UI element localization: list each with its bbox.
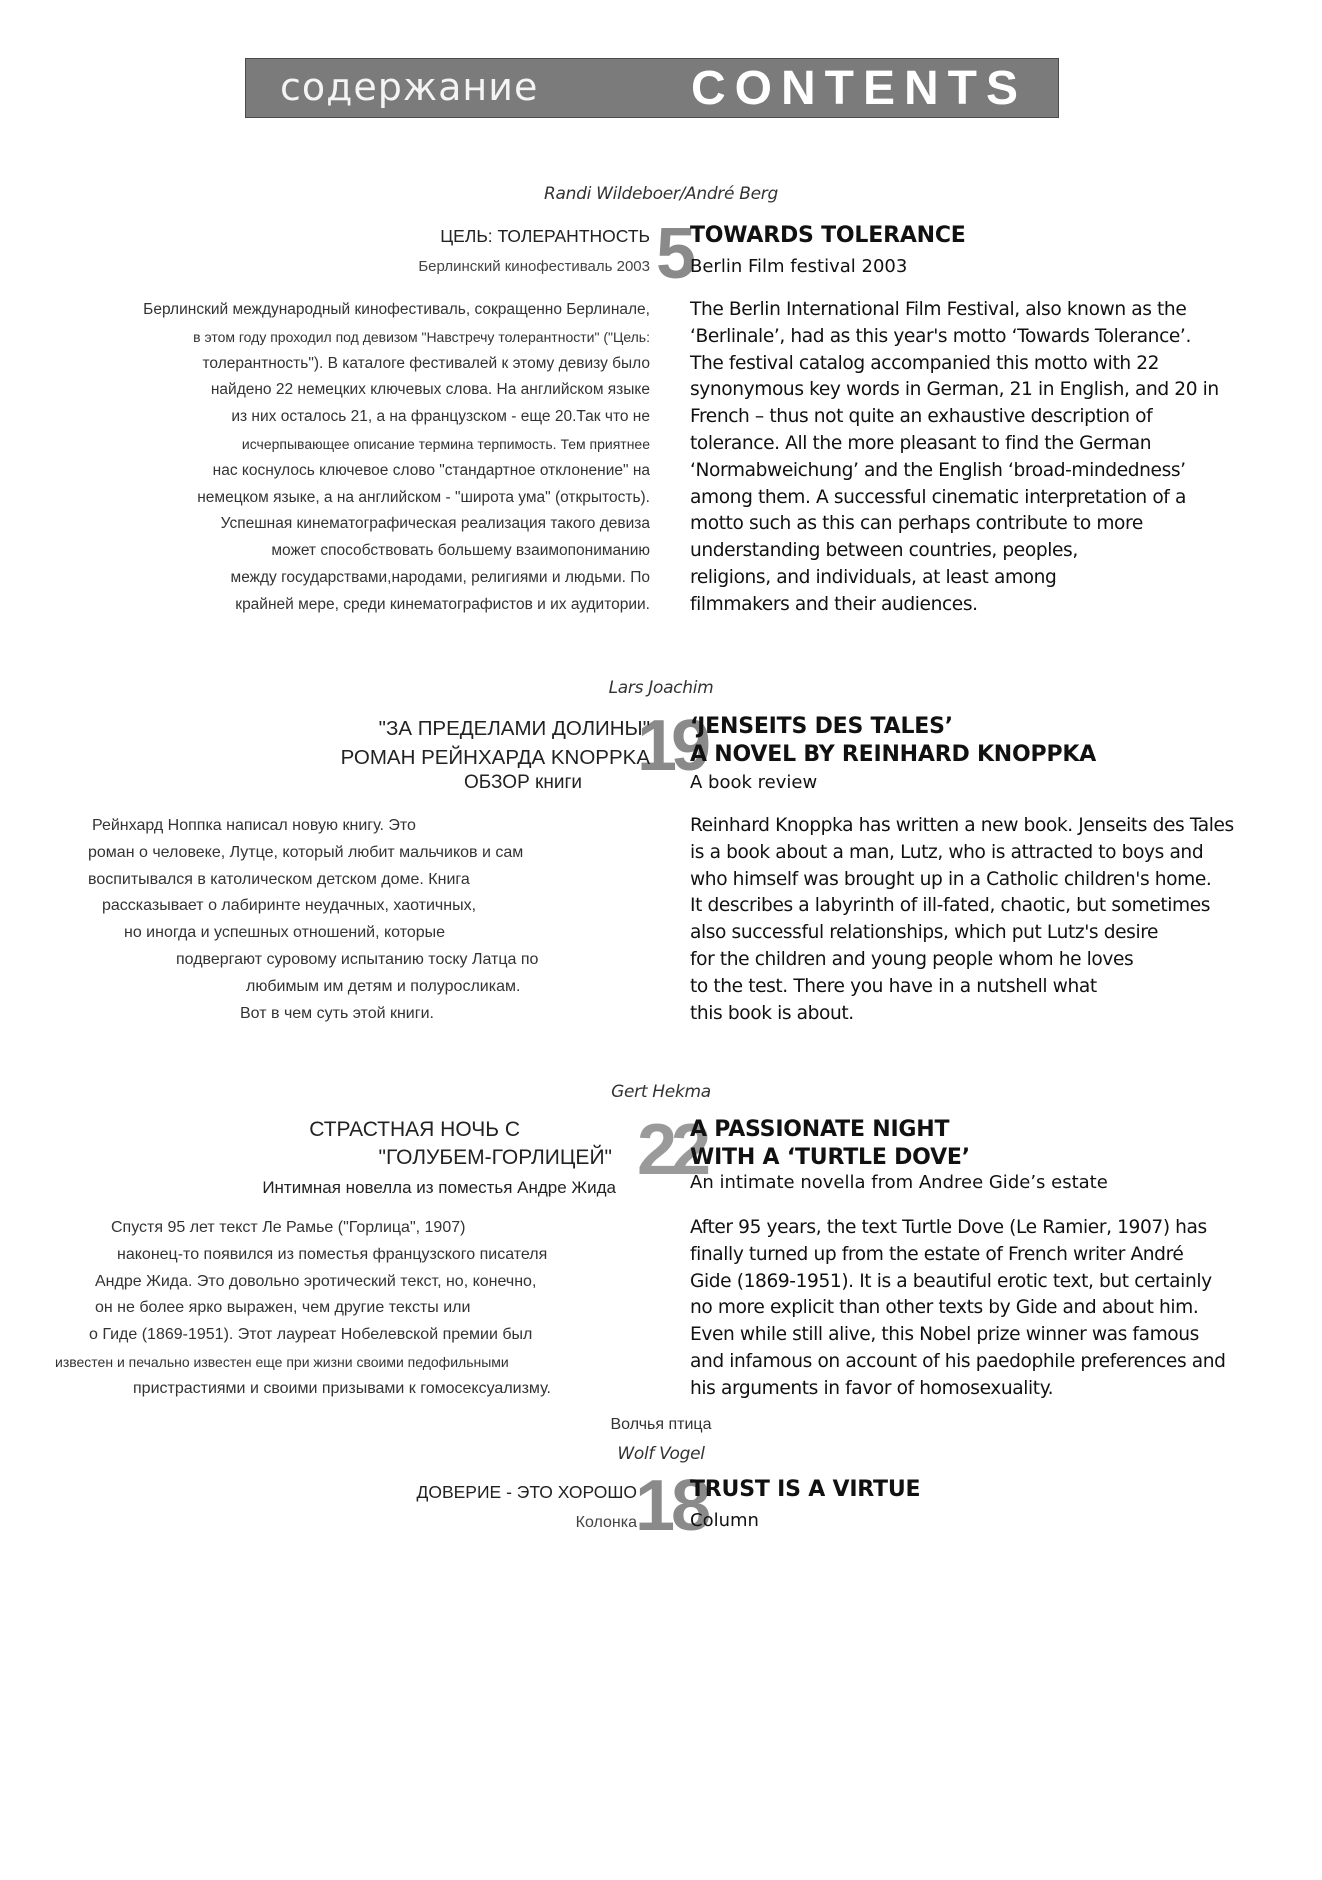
article-2-page-number: 19 bbox=[636, 706, 706, 786]
contents-header bbox=[245, 58, 1059, 118]
article-4-author-ru: Волчья птица bbox=[610, 1416, 712, 1433]
article-2-subtitle-ru: ОБЗОР книги bbox=[464, 772, 582, 793]
article-3-title-en: A PASSIONATE NIGHT WITH A ‘TURTLE DOVE’ bbox=[690, 1117, 970, 1170]
article-3-subtitle-ru: Интимная новелла из поместья Андре Жида bbox=[262, 1178, 616, 1197]
article-1-title-ru: ЦЕЛЬ: ТОЛЕРАНТНОСТЬ bbox=[440, 226, 650, 246]
article-2-title-en: ‘JENSEITS DES TALES’ A NOVEL BY REINHARD KNOPPKA bbox=[690, 714, 1097, 767]
article-3-subtitle-en: An intimate novella from Andree Gide’s estate bbox=[690, 1172, 1108, 1193]
article-3-body-en: After 95 years, the text Turtle Dove (Le Ramier, 1907) has finally turned up from the estate of French writer André Gide (1869-1951). It is a beautiful erotic text, but certainly no more explicit than other texts by Gide and about him. Even while still alive, this Nobel prize winner was famous and infamous on account of his paedophile preferences and his arguments in favor of homosexuality. bbox=[690, 1217, 1226, 1399]
article-1-subtitle-ru: Берлинский кинофестиваль 2003 bbox=[418, 258, 650, 275]
article-1-title-en: TOWARDS TOLERANCE bbox=[690, 223, 966, 248]
article-2-body-en: Reinhard Knoppka has written a new book. Jenseits des Tales is a book about a man, Lutz, who is attracted to boys and who himself was brought up in a Catholic children's home. It describes a labyrinth of ill-fated, chaotic, but sometimes also successful relationships, which put Lutz's desire for the children and young people whom he loves to the test. There you have in a nutshell what this book is about. bbox=[690, 815, 1234, 1024]
article-4-title-ru: ДОВЕРИЕ - ЭТО ХОРОШО bbox=[416, 1482, 637, 1502]
article-1-author: Randi Wildeboer/André Berg bbox=[544, 184, 778, 204]
article-1-body-en: The Berlin International Film Festival, also known as the ‘Berlinale’, had as this year's motto ‘Towards Tolerance’. The festival catalog accompanied this motto with 22 synonymous key words in German, 21 in English, and 20 in French – thus not quite an exhaustive description of tolerance. All the more pleasant to find the German ‘Normabweichung’ and the English ‘broad-mindedness’ among them. A successful cinematic interpretation of a motto such as this can perhaps contribute to more understanding between countries, peoples, religions, and individuals, at least among filmmakers and their audiences. bbox=[690, 299, 1219, 615]
article-2-subtitle-en: A book review bbox=[690, 772, 818, 793]
article-4-author: Wolf Vogel bbox=[617, 1444, 705, 1464]
article-1-page-number: 5 bbox=[655, 214, 697, 294]
header-title-en: CONTENTS bbox=[691, 62, 1027, 115]
article-3-page-number: 22 bbox=[636, 1110, 706, 1190]
article-3-author: Gert Hekma bbox=[611, 1082, 711, 1102]
article-3-body-ru: Спустя 95 лет текст Ле Рамье ("Горлица", 1907) наконец-то появился из поместья французского писателя Андре Жида. Это довольно эротический текст, но, конечно, он не более ярко выражен, чем другие тексты или о Гиде (1869-1951). Этот лауреат Нобелевской премии был известен и печально известен еще при жизни своими педофильными пристрастиями и своими призывами к гомосексуализму. bbox=[55, 1219, 551, 1397]
article-4-subtitle-ru: Колонка bbox=[575, 1514, 637, 1531]
article-2-body-ru: Рейнхард Ноппка написал новую книгу. Это роман о человеке, Лутце, который любит мальчиков и сам воспитывался в католическом детском доме. Книга рассказывает о лабиринте неудачных, хаотичных, но иногда и успешных отношений, которые подвергают суровому испытанию тоску Латца по любимым им детям и полуросликам. Вот в чем суть этой книги. bbox=[88, 817, 539, 1022]
article-4-title-en: TRUST IS A VIRTUE bbox=[690, 1477, 921, 1502]
article-4-page-number: 18 bbox=[634, 1466, 708, 1546]
article-2-author: Lars Joachim bbox=[608, 678, 714, 698]
article-3-title-ru: СТРАСТНАЯ НОЧЬ С "ГОЛУБЕМ-ГОРЛИЦЕЙ" bbox=[309, 1118, 612, 1169]
article-1-subtitle-en: Berlin Film festival 2003 bbox=[690, 256, 908, 277]
article-2-title-ru: "ЗА ПРЕДЕЛАМИ ДОЛИНЫ" РОМАН РЕЙНХАРДА KNOPPKA bbox=[340, 717, 650, 769]
article-4-subtitle-en: Column bbox=[690, 1510, 759, 1531]
article-1-body-ru: Берлинский международный кинофестиваль, сокращенно Берлинале, в этом году проходил под девизом "Навстречу толерантности" ("Цель: толерантность"). В каталоге фестивалей к этому девизу было найдено 22 немецких ключевых слова. На английском языке из них осталось 21, а на французском - еще 20.Так что не исчерпывающее описание термина терпимость. Тем приятнее нас коснулось ключевое слово "стандартное отклонение" на немецком языке, а на английском - "широта ума" (открытость). Успешная кинематографическая реализация такого девиза может способствовать большему взаимопониманию между государствами,народами, религиями и людьми. По крайней мере, среди кинематографистов и их аудитории. bbox=[143, 301, 650, 613]
header-title-ru: содержание bbox=[280, 65, 539, 109]
